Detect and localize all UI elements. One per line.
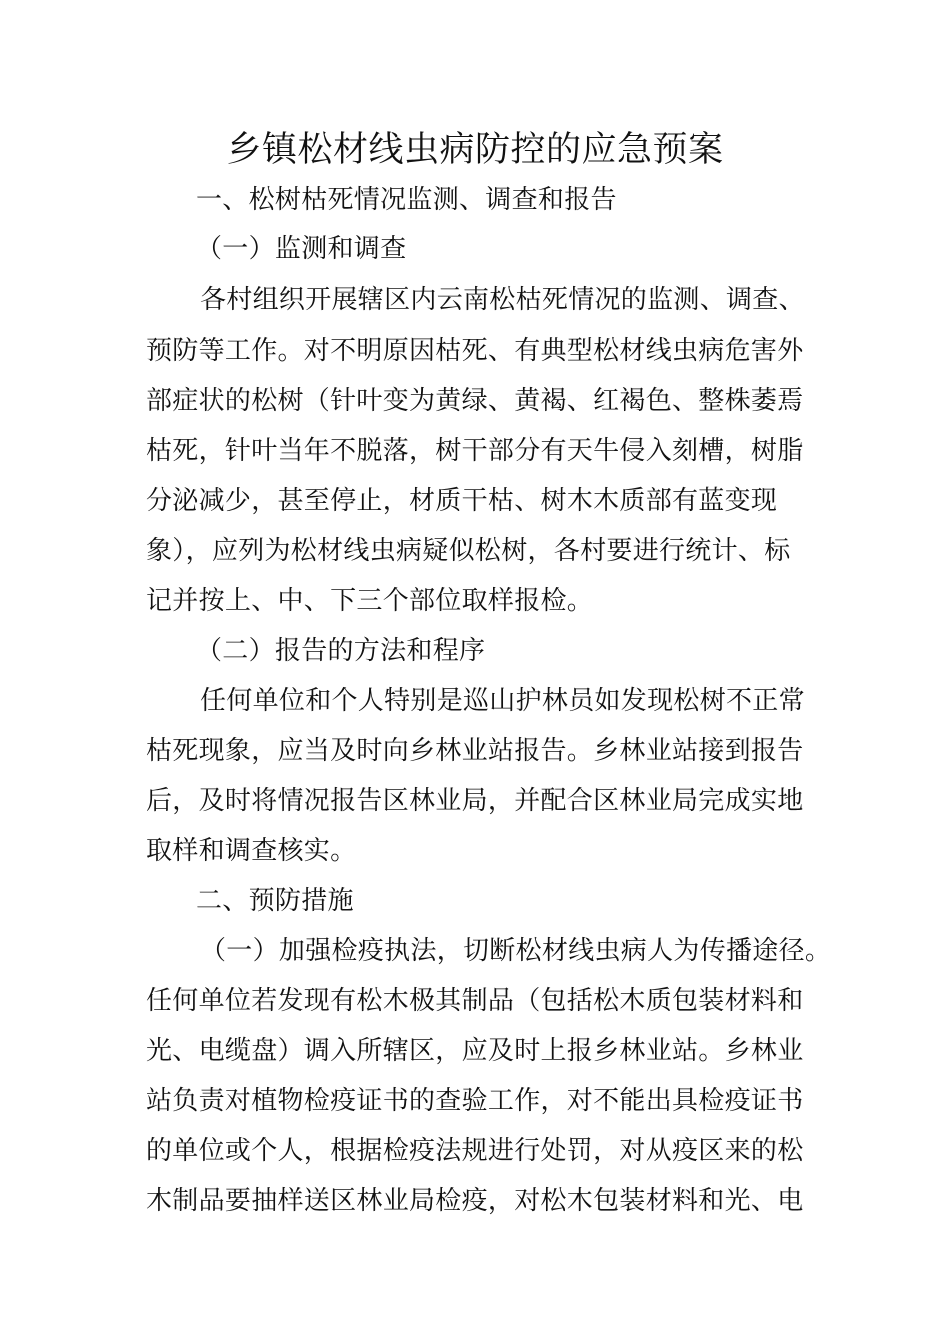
- paragraph-line: 象），应列为松材线虫病疑似松树，各村要进行统计、标: [146, 536, 791, 566]
- paragraph-line: 后，及时将情况报告区林业局，并配合区林业局完成实地: [146, 786, 804, 816]
- paragraph-line: 取样和调查核实。: [146, 836, 357, 866]
- paragraph-line: （一）加强检疫执法，切断松材线虫病人为传播途径。: [200, 936, 832, 966]
- paragraph-line: 枯死，针叶当年不脱落，树干部分有天牛侵入刻槽，树脂: [146, 436, 804, 466]
- paragraph-line: 预防等工作。对不明原因枯死、有典型松材线虫病危害外: [146, 336, 804, 366]
- paragraph-line: 部症状的松树（针叶变为黄绿、黄褐、红褐色、整株萎焉: [146, 386, 804, 416]
- paragraph-line: 光、电缆盘）调入所辖区，应及时上报乡林业站。乡林业: [146, 1036, 804, 1066]
- paragraph-line: 记并按上、中、下三个部位取样报检。: [146, 586, 594, 616]
- paragraph-line: 枯死现象，应当及时向乡林业站报告。乡林业站接到报告: [146, 736, 804, 766]
- section-heading-2: 二、预防措施: [196, 886, 354, 916]
- document-title: 乡镇松材线虫病防控的应急预案: [226, 130, 724, 170]
- paragraph-line: 木制品要抽样送区林业局检疫，对松木包装材料和光、电: [146, 1186, 804, 1216]
- subsection-heading-1-1: （一）监测和调查: [196, 234, 407, 264]
- paragraph-line: 任何单位和个人特别是巡山护林员如发现松树不正常: [200, 686, 805, 716]
- paragraph-line: 站负责对植物检疫证书的查验工作，对不能出具检疫证书: [146, 1086, 804, 1116]
- paragraph-line: 分泌减少，甚至停止，材质干枯、树木木质部有蓝变现: [146, 486, 778, 516]
- section-heading-1: 一、松树枯死情况监测、调查和报告: [196, 185, 617, 215]
- subsection-heading-1-2: （二）报告的方法和程序: [196, 636, 486, 666]
- paragraph-line: 的单位或个人，根据检疫法规进行处罚，对从疫区来的松: [146, 1136, 804, 1166]
- paragraph-line: 各村组织开展辖区内云南松枯死情况的监测、调查、: [200, 285, 805, 315]
- paragraph-line: 任何单位若发现有松木极其制品（包括松木质包装材料和: [146, 986, 804, 1016]
